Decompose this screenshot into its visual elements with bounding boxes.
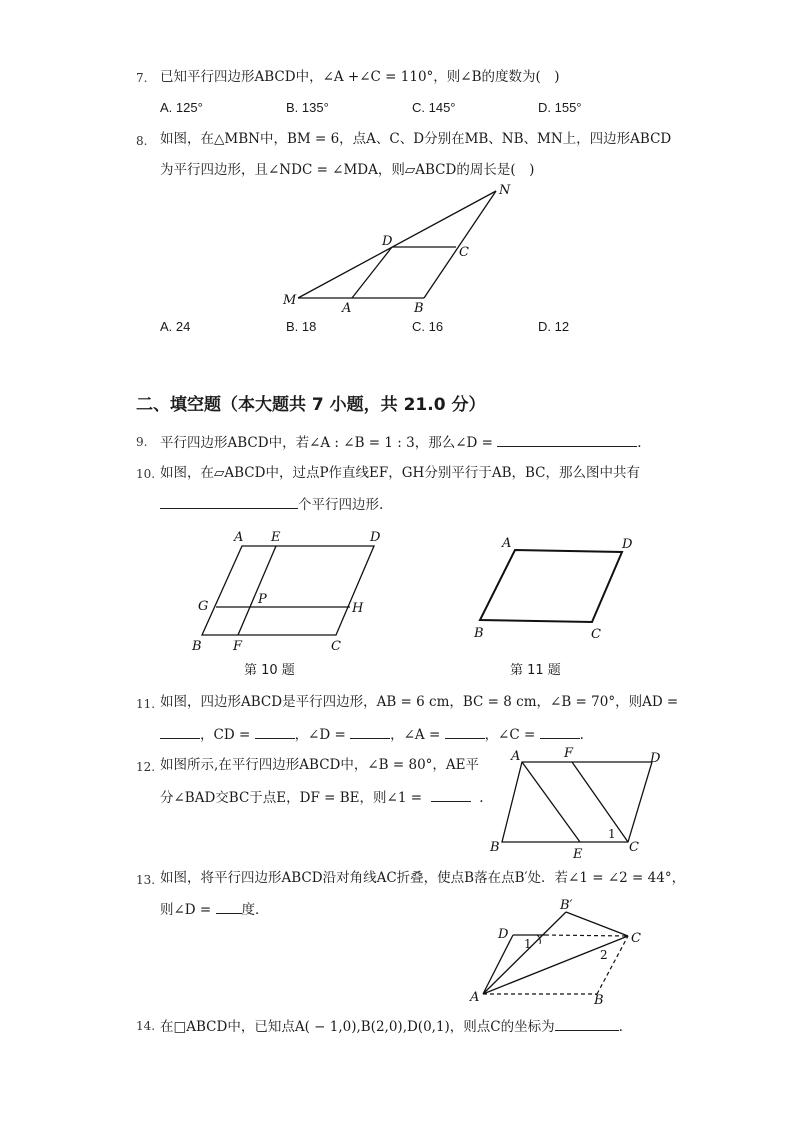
q9-text: 平行四边形ABCD中，若∠A : ∠B = 1 : 3，那么∠D = — [160, 435, 498, 451]
q8-stem-line2: 为平行四边形，且∠NDC = ∠MDA，则▱ABCD的周长是( ) — [160, 162, 535, 178]
q13-line-ad — [483, 935, 513, 994]
q12-label-e: E — [573, 847, 583, 862]
q11-label-a: A — [502, 536, 512, 551]
q14-answer-blank[interactable] — [555, 1016, 619, 1031]
q12-number: 12. — [136, 760, 156, 774]
q13-text-end: 度． — [241, 902, 269, 918]
q11-text-c: ，∠C = — [484, 727, 540, 743]
q8-label-b: B — [414, 301, 424, 316]
q12-label-c: C — [629, 840, 639, 855]
q10-label-b: B — [192, 639, 202, 654]
q10-label-e: E — [271, 530, 281, 545]
q7-stem: 已知平行四边形ABCD中，∠A +∠C = 110°，则∠B的度数为( ) — [160, 69, 560, 85]
q11-text-end: . — [579, 727, 584, 743]
q10-label-d: D — [370, 530, 381, 545]
q8-number: 8. — [136, 134, 148, 148]
q10-text-end: 个平行四边形. — [298, 497, 384, 513]
q8-option-a[interactable]: A. 24 — [160, 319, 191, 334]
q13-label-b: B — [594, 993, 604, 1008]
q11-text-d: ，∠D = — [294, 727, 351, 743]
q13-line-bc-dashed — [597, 936, 628, 994]
q8-label-c: C — [459, 245, 469, 260]
fig10-caption: 第 10 题 — [244, 663, 295, 678]
q7-option-a[interactable]: A. 125° — [160, 100, 203, 115]
q8-option-b[interactable]: B. 18 — [286, 319, 317, 334]
q8-option-d[interactable]: D. 12 — [538, 319, 570, 334]
q13-label-a: A — [470, 990, 480, 1005]
q13-angle-2: 2 — [600, 948, 608, 962]
q11-label-b: B — [474, 626, 484, 641]
q8-label-n: N — [499, 183, 511, 198]
q8-label-m: M — [283, 293, 297, 308]
q13-line-b-prime-c — [566, 912, 628, 936]
q12-label-a: A — [511, 749, 521, 764]
q10-label-h: H — [352, 601, 364, 616]
q10-label-f: F — [233, 639, 243, 654]
q10-label-p: P — [258, 592, 267, 607]
q11-text-a: ，∠A = — [390, 727, 445, 743]
q12-stem-line1: 如图所示,在平行四边形ABCD中，∠B = 80°，AE平 — [160, 757, 480, 773]
q7-option-d[interactable]: D. 155° — [538, 100, 582, 115]
q11-stem-line1: 如图，四边形ABCD是平行四边形，AB = 6 cm，BC = 8 cm，∠B = 70°，则AD = — [160, 694, 679, 710]
q8-option-c[interactable]: C. 16 — [412, 319, 444, 334]
q11-label-c: C — [591, 627, 601, 642]
q12-angle-1: 1 — [608, 827, 616, 841]
q11-number: 11. — [136, 697, 156, 711]
q7-number: 7. — [136, 71, 148, 85]
q9-end: . — [637, 435, 642, 451]
q10-label-c: C — [331, 639, 341, 654]
q10-number: 10. — [136, 467, 156, 481]
q13-line-dc-dashed — [545, 935, 628, 936]
q8-stem-line1: 如图，在△MBN中，BM = 6，点A、C、D分别在MB、NB、MN上，四边形ABCD — [160, 131, 672, 147]
q13-stem-line1: 如图，将平行四边形ABCD沿对角线AC折叠，使点B落在点B′处．若∠1 = ∠2 = 44°， — [160, 870, 686, 886]
q12-label-f: F — [564, 746, 574, 761]
q12-text: 分∠BAD交BC于点E，DF = BE，则∠1 = — [160, 790, 423, 806]
q10-label-g: G — [198, 599, 209, 614]
q14-stem — [160, 1016, 623, 1036]
q14-text-end: . — [618, 1019, 623, 1035]
q12-label-d: D — [650, 751, 661, 766]
q8-label-a: A — [342, 301, 352, 316]
q11-text-cd: ，CD = — [200, 727, 255, 743]
q13-label-b-prime: B′ — [560, 898, 573, 913]
q12-label-b: B — [490, 840, 500, 855]
q13-label-d: D — [498, 927, 509, 942]
q8-label-d: D — [382, 234, 393, 249]
q13-line-ac — [483, 936, 628, 994]
q10-label-a: A — [234, 530, 244, 545]
q13-text: 则∠D = — [160, 902, 216, 918]
q7-option-c[interactable]: C. 145° — [412, 100, 456, 115]
fig11-caption: 第 11 题 — [510, 663, 561, 678]
q13-label-c: C — [631, 931, 641, 946]
q12-text-end: . — [479, 790, 484, 806]
q11-label-d: D — [622, 537, 633, 552]
q10-stem-line1: 如图，在▱ABCD中，过点P作直线EF，GH分别平行于AB，BC，那么图中共有 — [160, 465, 640, 481]
q13-number: 13. — [136, 873, 156, 887]
q13-line-ab-prime — [483, 912, 566, 994]
section-heading: 二、填空题（本大题共 7 小题，共 21.0 分） — [136, 395, 486, 415]
q7-option-b[interactable]: B. 135° — [286, 100, 329, 115]
q14-text: 在□ABCD中，已知点A( − 1,0),B(2,0),D(0,1)，则点C的坐标为 — [160, 1019, 555, 1035]
q9-number: 9. — [136, 435, 148, 449]
q14-number: 14. — [136, 1019, 156, 1033]
q13-angle-1: 1 — [524, 937, 532, 951]
